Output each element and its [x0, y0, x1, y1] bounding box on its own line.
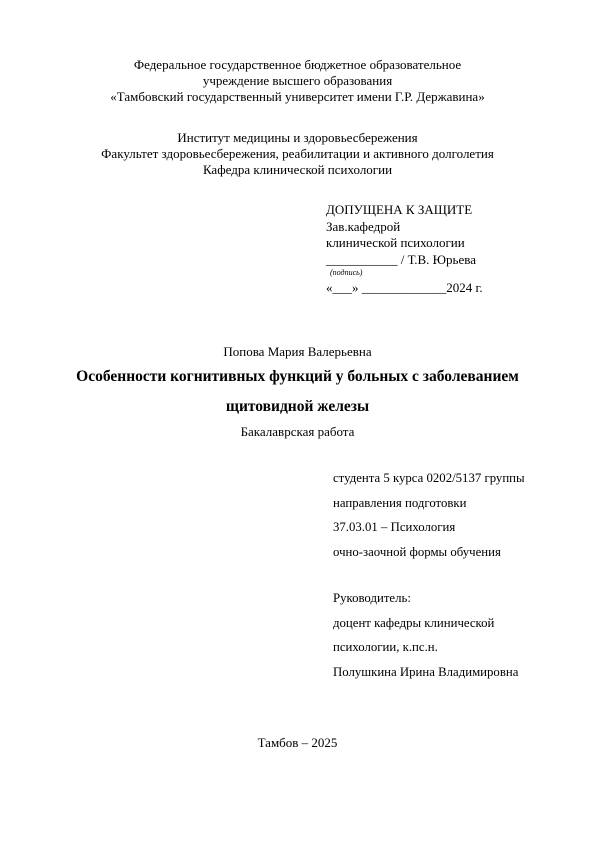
author-name-block	[0, 344, 595, 360]
institute-line: Институт медицины и здоровьесбережения	[177, 130, 418, 145]
org-line: «Тамбовский государственный университет имени Г.Р. Державина»	[110, 89, 485, 104]
approval-date: «___» _____________2024 г.	[326, 280, 483, 295]
supervisor-name: Полушкина Ирина Владимировна	[333, 664, 519, 679]
work-type-block	[0, 424, 595, 440]
supervisor-block	[333, 586, 518, 684]
org-line: Федеральное государственное бюджетное образовательное	[133, 57, 462, 72]
supervisor-line: психологии, к.пс.н.	[333, 640, 438, 654]
admitted-label: ДОПУЩЕНА К ЗАЩИТЕ	[326, 202, 473, 217]
student-line: направления подготовки	[333, 495, 467, 510]
thesis-title	[0, 362, 595, 422]
supervisor-line: доцент кафедры клинической	[333, 615, 495, 630]
department-line: Кафедра клинической психологии	[202, 162, 393, 177]
signature-note: (подпись)	[330, 268, 363, 277]
author-name: Попова Мария Валерьевна	[223, 344, 372, 359]
head-department: клинической психологии	[326, 235, 465, 250]
thesis-title-line: щитовидной железы	[225, 398, 370, 415]
department-header	[0, 130, 595, 178]
student-line: студента 5 курса 0202/5137 группы	[333, 471, 525, 485]
org-line: учреждение высшего образования	[202, 73, 393, 88]
footer-block	[0, 735, 595, 751]
approval-block	[326, 202, 483, 297]
faculty-line: Факультет здоровьесбережения, реабилитации и активного долголетия	[101, 146, 494, 161]
organization-header	[0, 57, 595, 105]
student-line: очно-заочной формы обучения	[333, 544, 501, 559]
thesis-title-line: Особенности когнитивных функций у больных с заболеванием	[76, 368, 519, 385]
student-block	[333, 466, 525, 564]
work-type: Бакалаврская работа	[240, 424, 355, 439]
city-year: Тамбов – 2025	[257, 735, 338, 750]
student-line: 37.03.01 – Психология	[333, 520, 456, 534]
signature-line: ___________ / Т.В. Юрьева	[326, 251, 476, 267]
supervisor-label: Руководитель:	[333, 591, 411, 605]
head-title: Зав.кафедрой	[326, 218, 401, 234]
